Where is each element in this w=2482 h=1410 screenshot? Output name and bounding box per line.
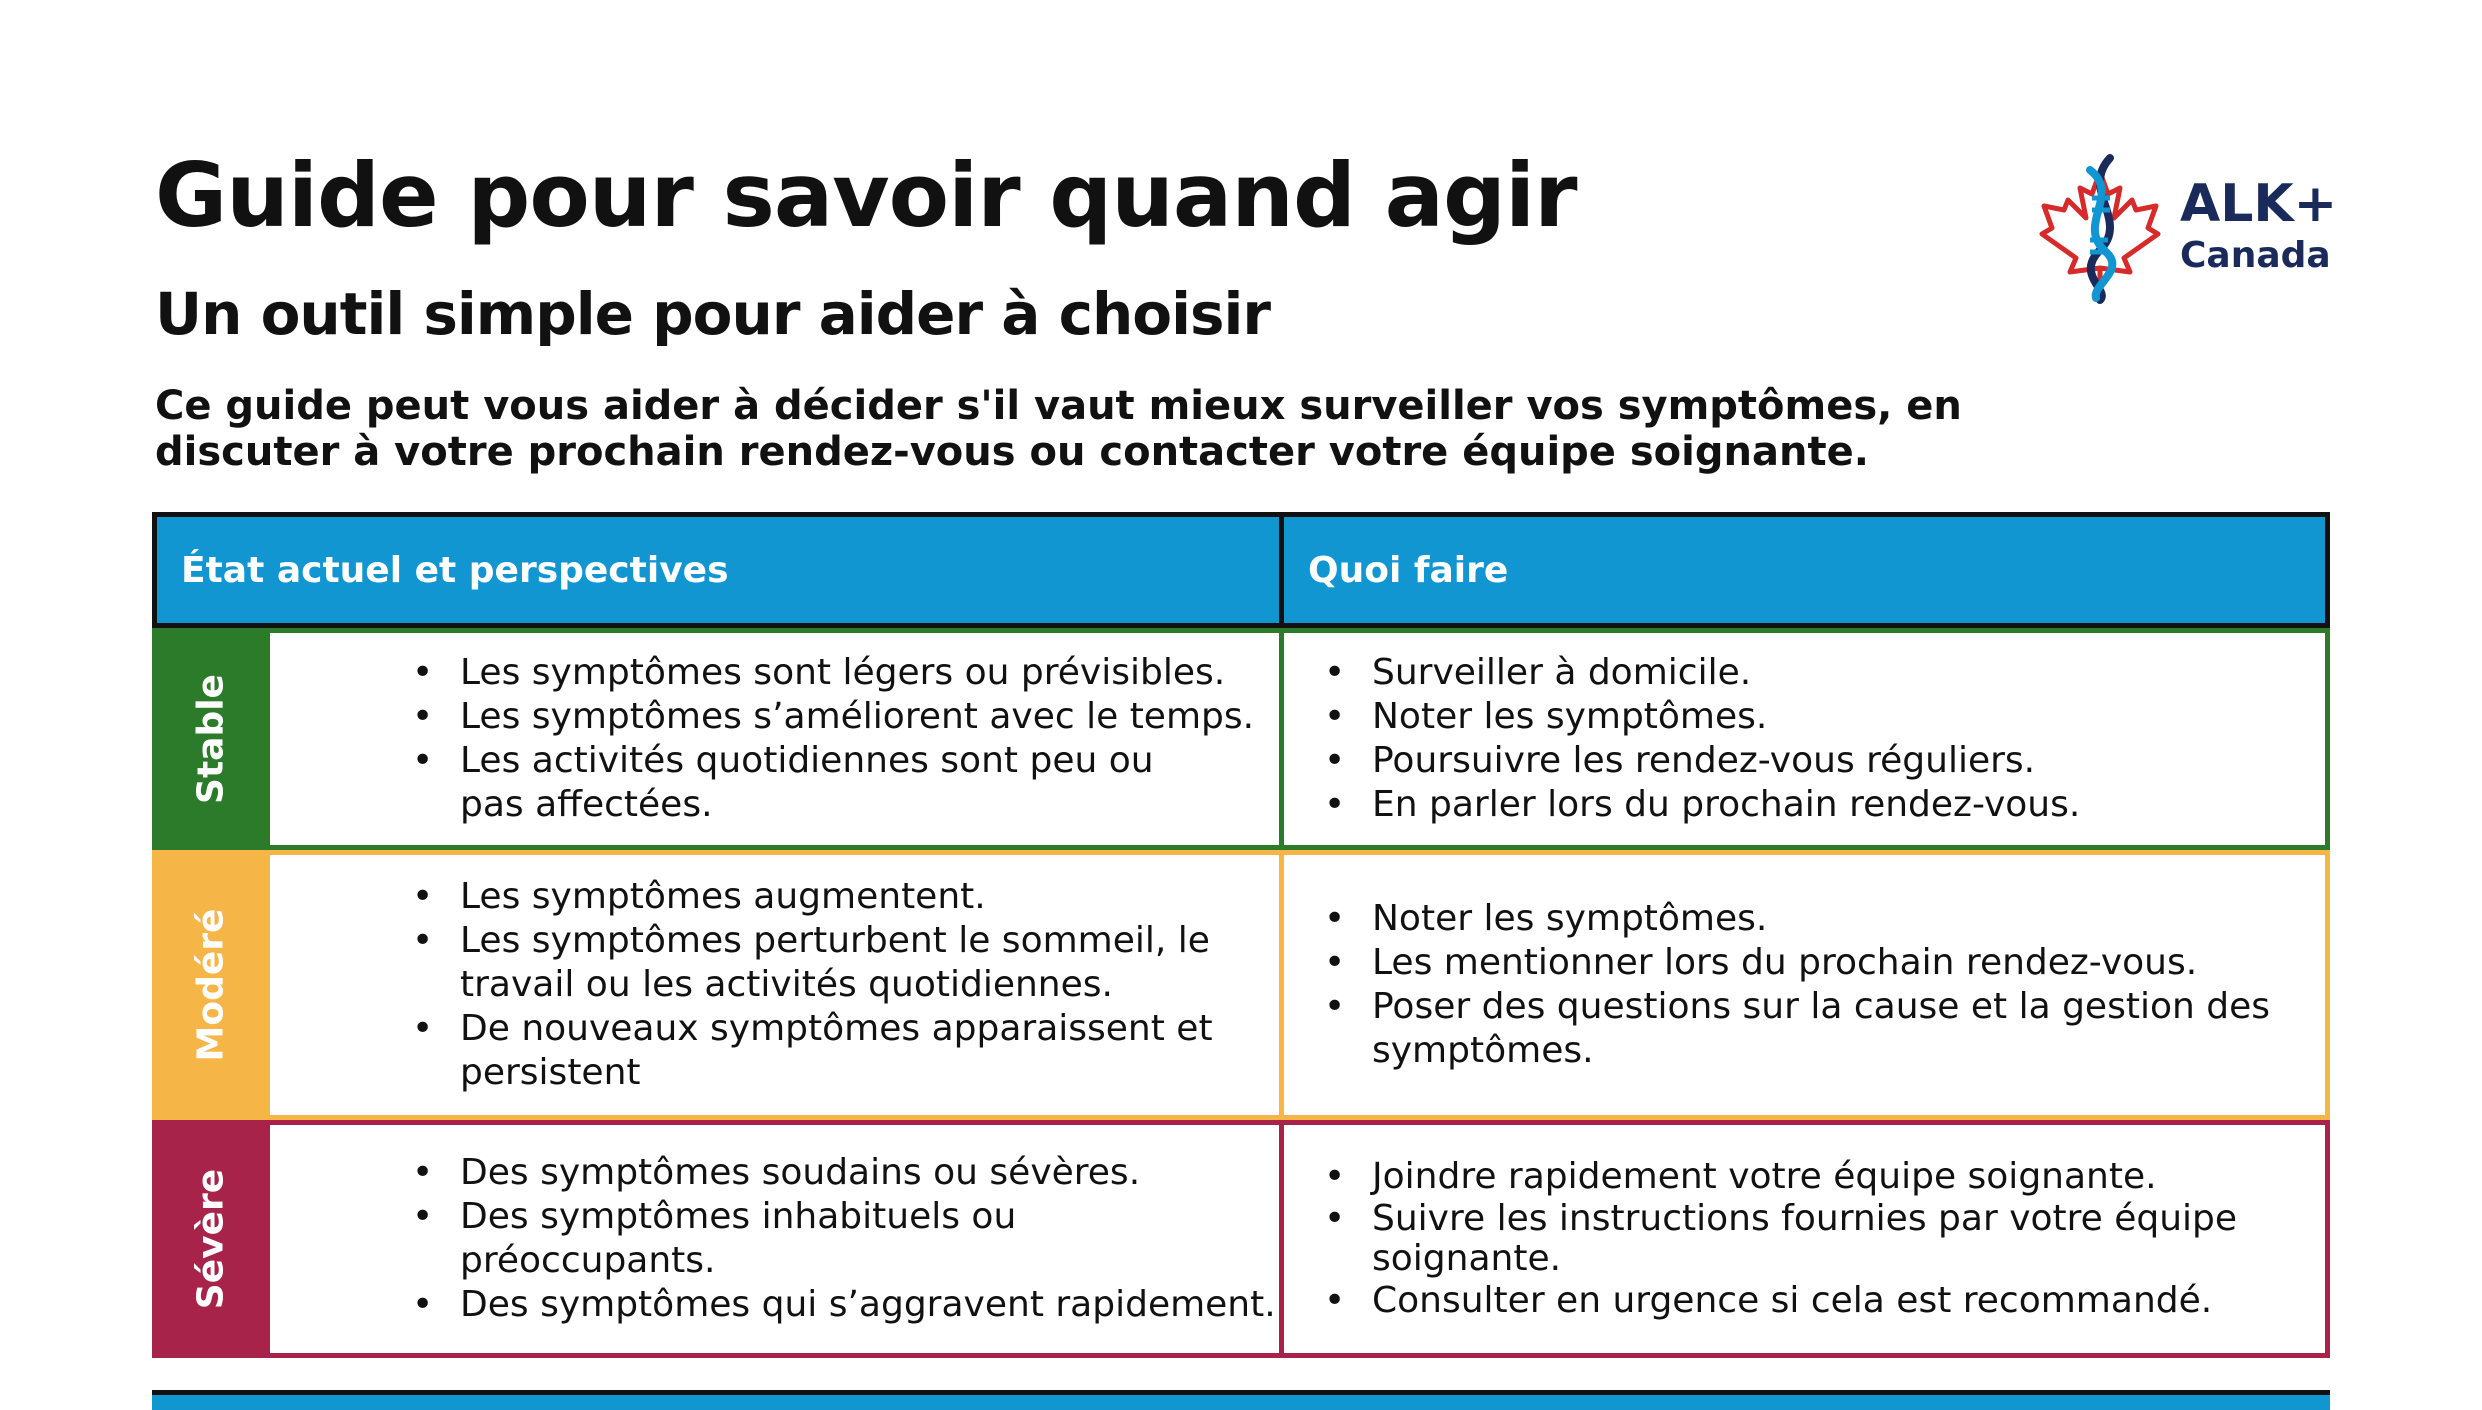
severity-tag-modere xyxy=(152,850,270,1120)
list-item: • Les symptômes perturbent le sommeil, le travail ou les activités quotidiennes. xyxy=(460,919,1260,1007)
status-cell xyxy=(270,1120,1284,1358)
page-subtitle: Un outil simple pour aider à choisir xyxy=(155,280,1271,348)
list-item: • Les activités quotidiennes sont peu ou pas affectées. xyxy=(460,739,1220,827)
list-item: • Des symptômes soudains ou sévères. xyxy=(460,1151,1279,1195)
action-cell xyxy=(1279,850,2330,1120)
list-item: • Les mentionner lors du prochain rendez-vous. xyxy=(1372,941,2272,985)
header-status-column xyxy=(152,512,1284,628)
maple-leaf-dna-icon xyxy=(2030,150,2170,310)
table-row-severe xyxy=(152,1120,2330,1358)
list-item: • Des symptômes inhabituels ou préoccupants. xyxy=(460,1195,1279,1283)
header-action-label: Quoi faire xyxy=(1308,549,1509,591)
status-cell xyxy=(270,628,1284,850)
severity-tag-severe xyxy=(152,1120,270,1358)
logo-text-alk: ALK+ xyxy=(2180,174,2338,234)
list-item: • Suivre les instructions fournies par votre équipe soignante. xyxy=(1372,1199,2272,1279)
logo-text-canada: Canada xyxy=(2180,235,2331,276)
table-row-stable xyxy=(152,628,2330,850)
list-item: • Poursuivre les rendez-vous réguliers. xyxy=(1372,739,2080,783)
list-item: • Les symptômes augmentent. xyxy=(460,875,1260,919)
header-action-column xyxy=(1279,512,2330,628)
alk-canada-logo xyxy=(2030,150,2360,310)
next-section-header xyxy=(152,1390,2330,1410)
list-item: • Les symptômes sont légers ou prévisibles. xyxy=(460,651,1254,695)
list-item: • En parler lors du prochain rendez-vous. xyxy=(1372,783,2080,827)
intro-text: Ce guide peut vous aider à décider s'il vaut mieux surveiller vos symptômes, en discuter à votre prochain rendez-vous ou contacter votre équipe soignante. xyxy=(155,383,1962,475)
severity-tag-stable xyxy=(152,628,270,850)
list-item: • Surveiller à domicile. xyxy=(1372,651,2080,695)
status-cell xyxy=(270,850,1284,1120)
table-row-modere xyxy=(152,850,2330,1120)
list-item: • Consulter en urgence si cela est recommandé. xyxy=(1372,1279,2272,1323)
list-item: • Noter les symptômes. xyxy=(1372,897,2272,941)
list-item: • Noter les symptômes. xyxy=(1372,695,2080,739)
list-item: • Joindre rapidement votre équipe soignante. xyxy=(1372,1155,2272,1199)
action-cell xyxy=(1279,628,2330,850)
list-item: • De nouveaux symptômes apparaissent et persistent xyxy=(460,1007,1220,1095)
severity-label: Modéré xyxy=(190,908,232,1062)
severity-label: Stable xyxy=(190,674,232,804)
action-cell xyxy=(1279,1120,2330,1358)
list-item: • Poser des questions sur la cause et la gestion des symptômes. xyxy=(1372,985,2272,1073)
list-item: • Les symptômes s’améliorent avec le temps. xyxy=(460,695,1254,739)
severity-label: Sévère xyxy=(190,1168,232,1310)
page-title: Guide pour savoir quand agir xyxy=(155,144,1577,247)
list-item: • Des symptômes qui s’aggravent rapidement. xyxy=(460,1283,1279,1327)
header-status-label: État actuel et perspectives xyxy=(181,549,729,591)
